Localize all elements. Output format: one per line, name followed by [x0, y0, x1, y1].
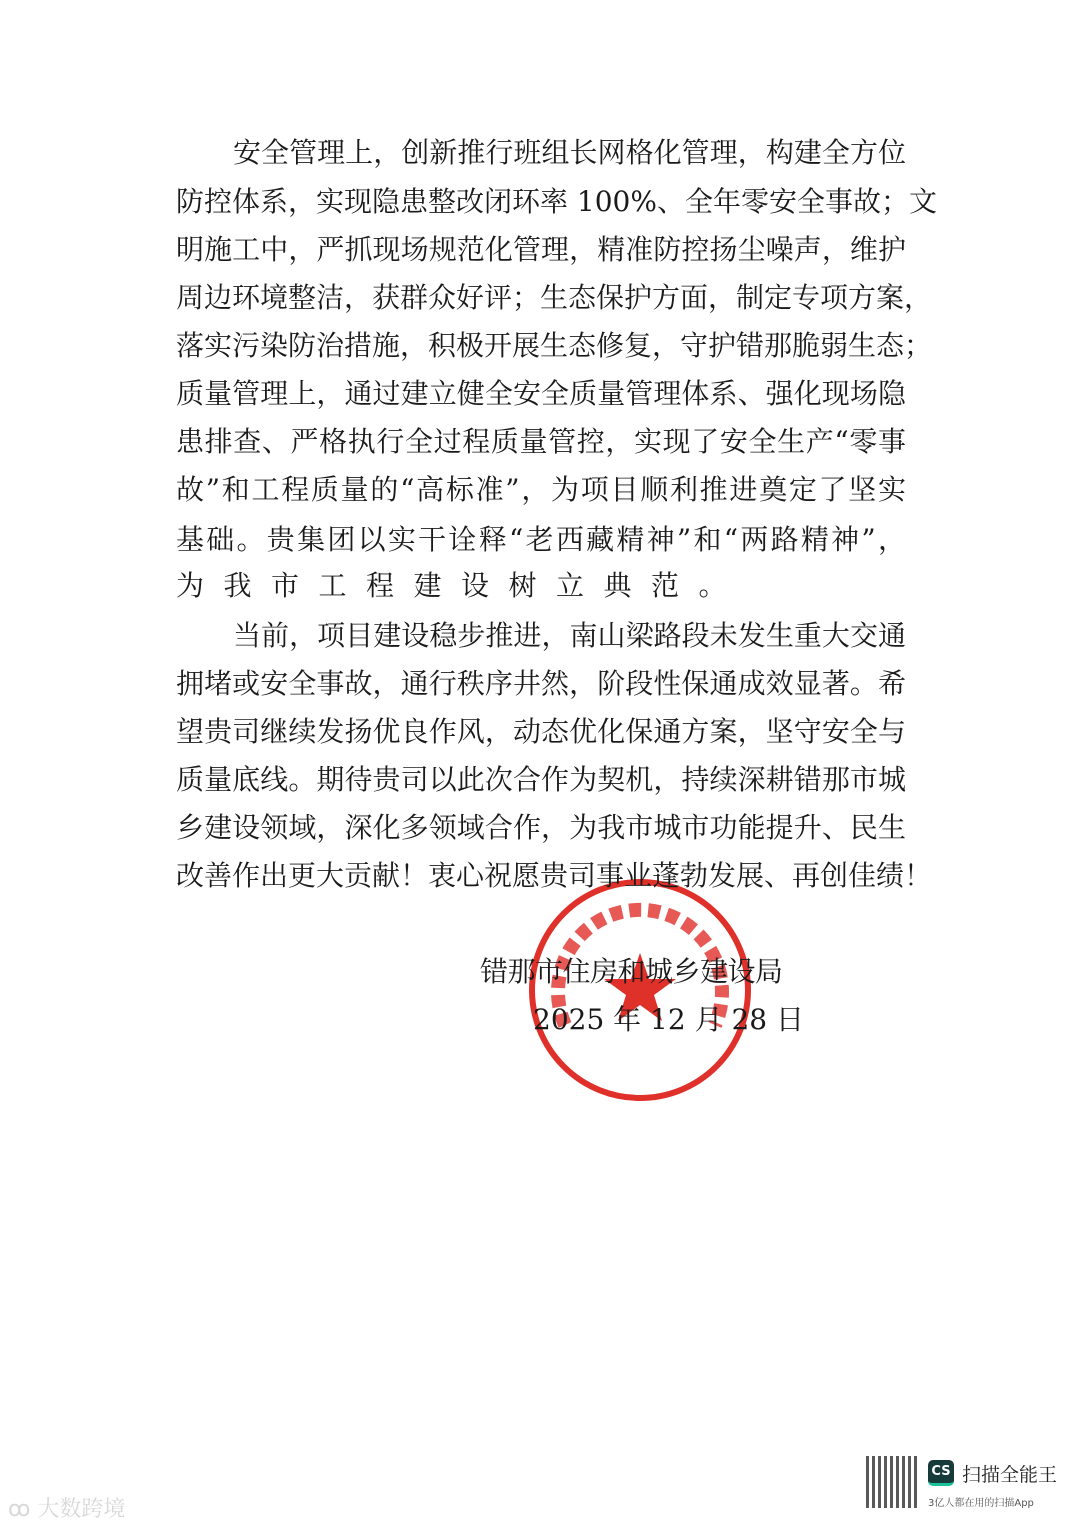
text-line: 基础。贵集团以实干诠释“老西藏精神”和“两路精神”， [176, 523, 906, 556]
qr-code-icon [866, 1456, 918, 1508]
text-line: 改善作出更大贡献！衷心祝愿贵司事业蓬勃发展、再创佳绩！ [176, 859, 933, 892]
text-line: 拥堵或安全事故，通行秩序井然，阶段性保通成效显著。希 [176, 667, 906, 700]
official-seal [525, 875, 755, 1105]
watermark-icon: ꝏ [8, 1497, 38, 1522]
text-line: 故”和工程质量的“高标准”，为项目顺利推进奠定了坚实 [176, 473, 906, 506]
text-line: 为我市工程建设树立典范。 [176, 569, 747, 602]
text-line: 落实污染防治措施，积极开展生态修复，守护错那脆弱生态； [176, 329, 933, 362]
text-line: 周边环境整洁，获群众好评；生态保护方面，制定专项方案， [176, 281, 933, 314]
signature-date: 2025 年 12 月 28 日 [533, 1003, 805, 1036]
signature-organization: 错那市住房和城乡建设局 [480, 955, 783, 988]
text-line: 安全管理上，创新推行班组长网格化管理，构建全方位 [233, 136, 906, 169]
watermark-logo [8, 1492, 125, 1523]
camscanner-logo-icon: CS [928, 1460, 954, 1486]
scanner-app-name: 扫描全能王 [962, 1464, 1058, 1486]
text-line: 质量管理上，通过建立健全安全质量管理体系、强化现场隐 [176, 377, 906, 410]
text-line: 质量底线。期待贵司以此次合作为契机，持续深耕错那市城 [176, 763, 906, 796]
text-line: 明施工中，严抓现场规范化管理，精准防控扬尘噪声，维护 [176, 233, 906, 266]
watermark-text: 大数跨境 [37, 1497, 126, 1522]
text-line: 防控体系，实现隐患整改闭环率 100%、全年零安全事故；文 [176, 185, 937, 218]
scanner-app-tagline: 3亿人都在用的扫描App [928, 1498, 1034, 1509]
text-line: 乡建设领域，深化多领域合作，为我市城市功能提升、民生 [176, 811, 906, 844]
text-line: 患排查、严格执行全过程质量管控，实现了安全生产“零事 [176, 425, 906, 458]
text-line: 当前，项目建设稳步推进，南山梁路段未发生重大交通 [233, 619, 906, 652]
text-line: 望贵司继续发扬优良作风，动态优化保通方案，坚守安全与 [176, 715, 906, 748]
